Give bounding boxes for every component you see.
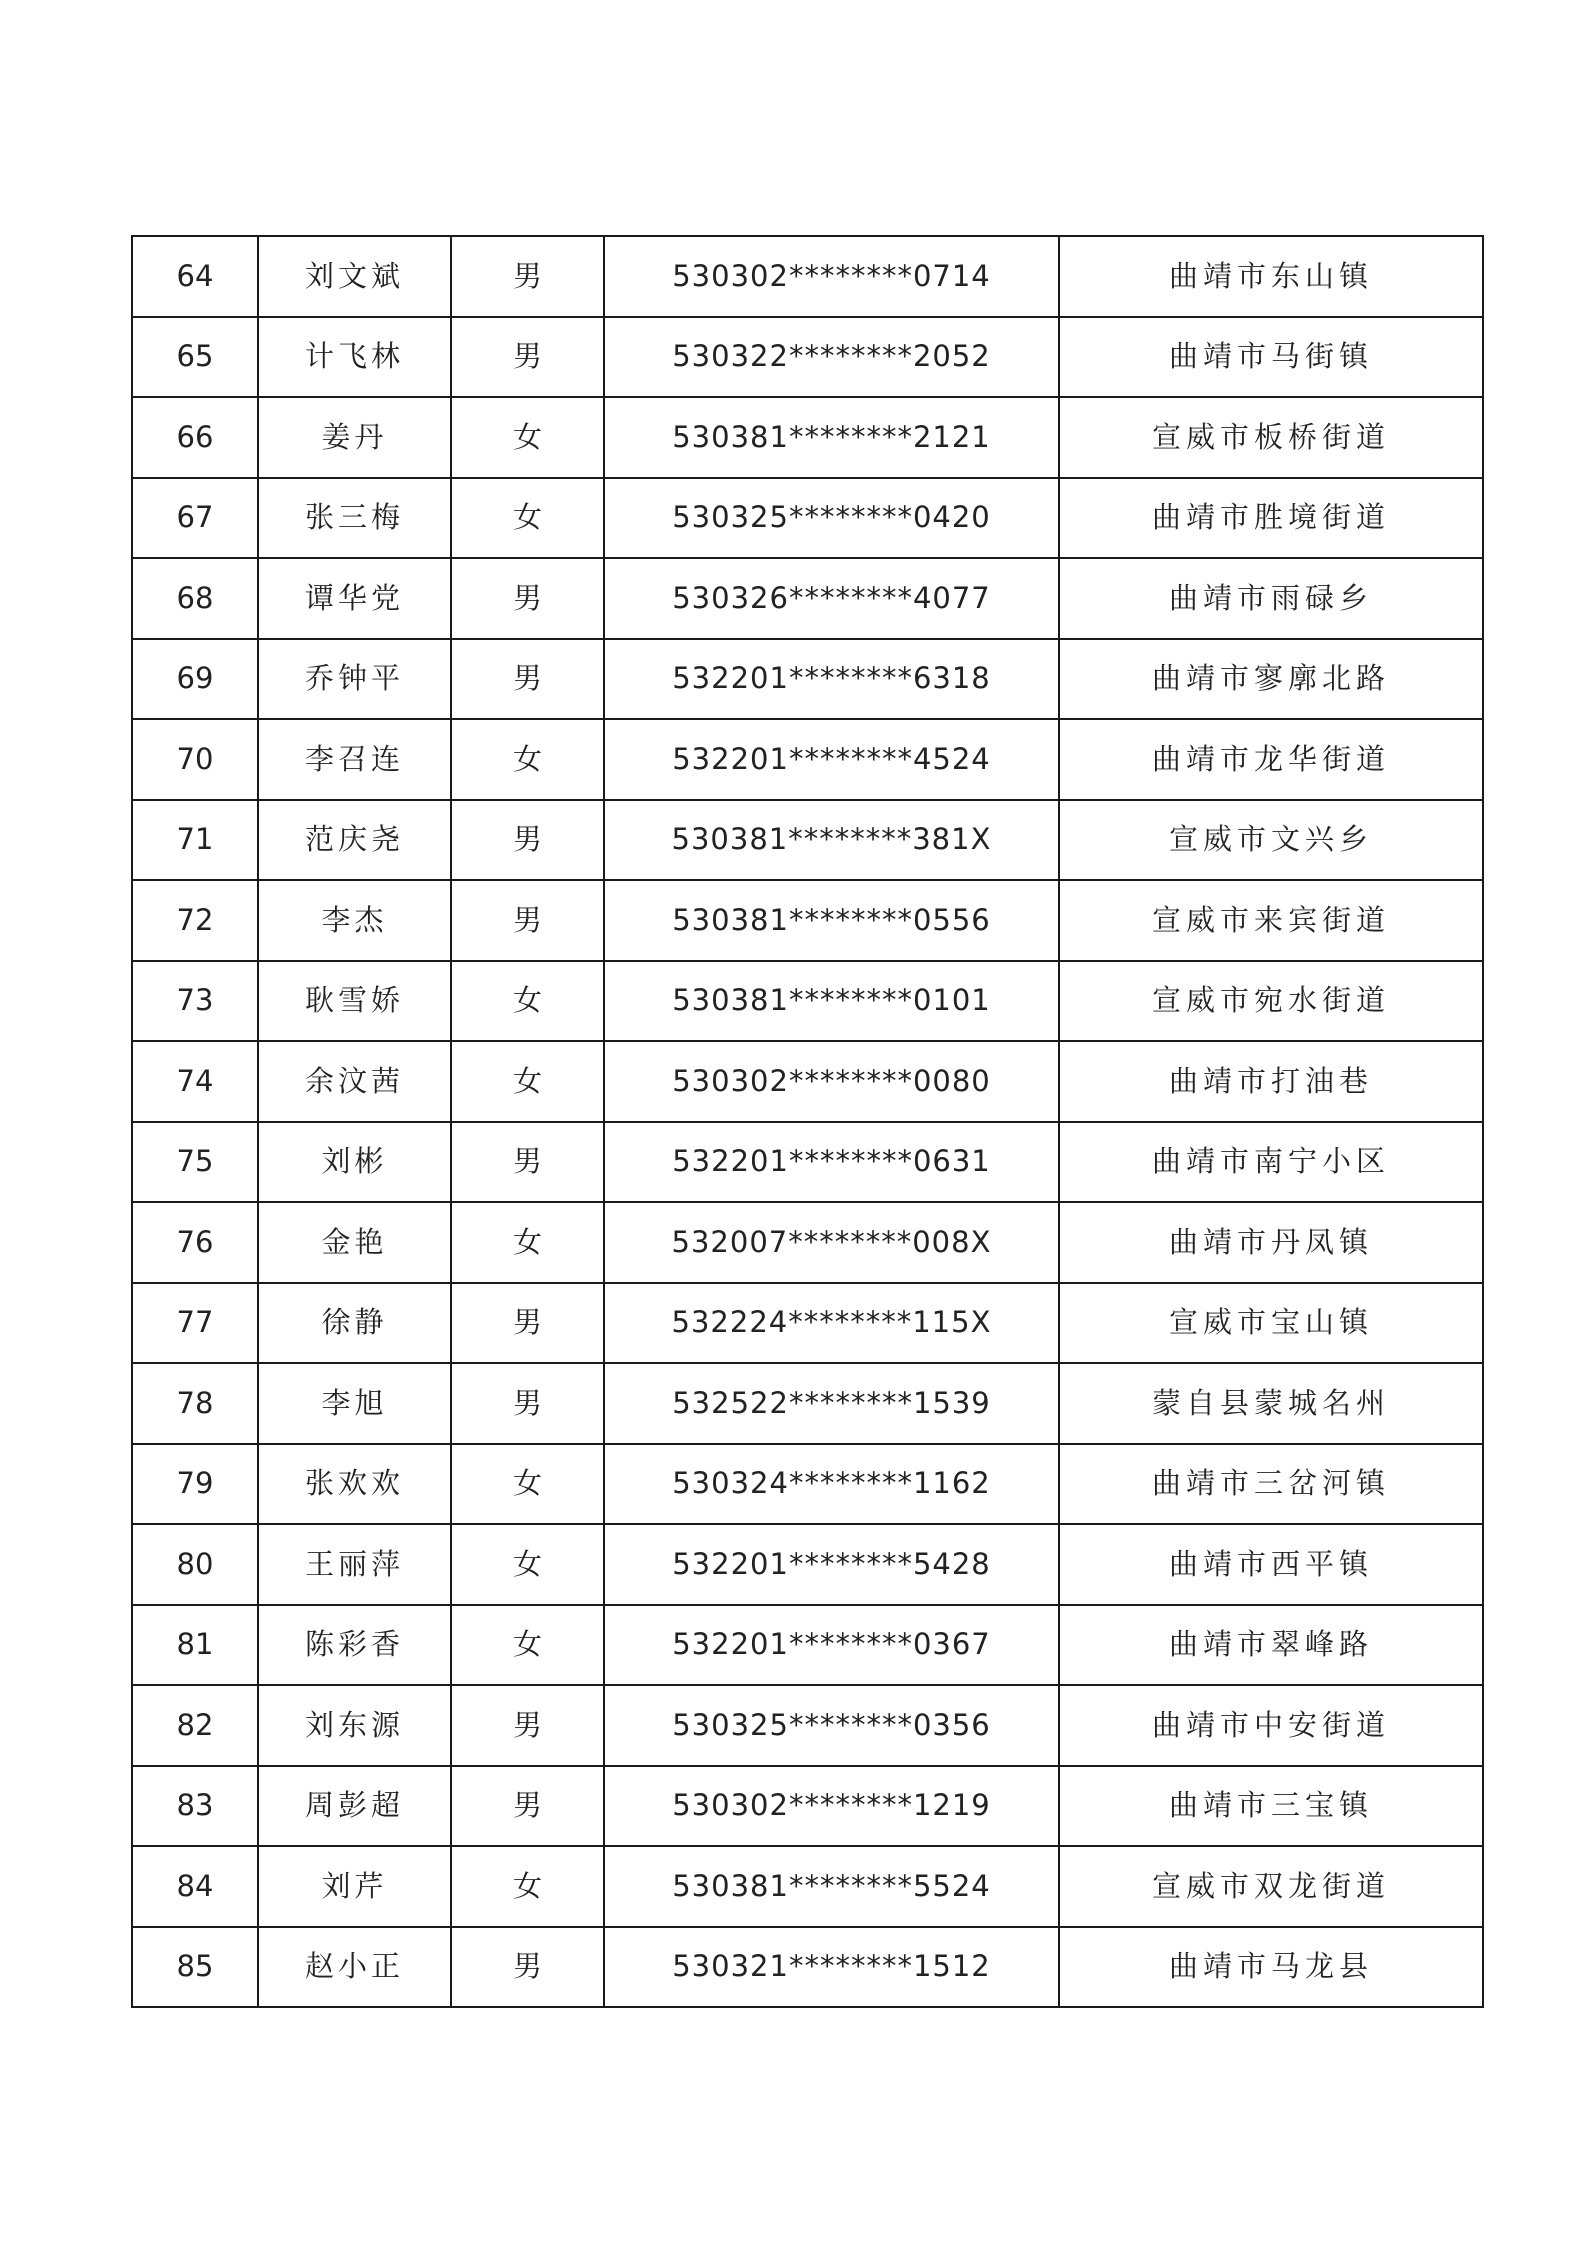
gender-cell: 男 [451,1122,604,1203]
row-number-cell: 74 [132,1041,258,1122]
name-cell: 李召连 [258,719,451,800]
table-row [132,1927,1483,2008]
address-cell: 宣威市板桥街道 [1059,397,1483,478]
address-cell: 曲靖市翠峰路 [1059,1605,1483,1686]
address-cell: 宣威市双龙街道 [1059,1846,1483,1927]
row-number-cell: 85 [132,1927,258,2008]
id-number-cell: 530381********0101 [604,961,1059,1042]
name-cell: 张欢欢 [258,1444,451,1525]
gender-cell: 男 [451,558,604,639]
table-row [132,558,1483,639]
address-cell: 曲靖市中安街道 [1059,1685,1483,1766]
gender-cell: 女 [451,1202,604,1283]
row-number-cell: 76 [132,1202,258,1283]
id-number-cell: 530322********2052 [604,317,1059,398]
table-row [132,1122,1483,1203]
gender-cell: 男 [451,1363,604,1444]
address-cell: 宣威市宛水街道 [1059,961,1483,1042]
id-number-cell: 530302********0080 [604,1041,1059,1122]
table-row [132,1766,1483,1847]
name-cell: 陈彩香 [258,1605,451,1686]
row-number-cell: 72 [132,880,258,961]
id-number-cell: 530302********0714 [604,236,1059,317]
id-number-cell: 532224********115X [604,1283,1059,1364]
roster-table-body [132,236,1483,2007]
row-number-cell: 66 [132,397,258,478]
name-cell: 计飞林 [258,317,451,398]
row-number-cell: 75 [132,1122,258,1203]
id-number-cell: 532522********1539 [604,1363,1059,1444]
gender-cell: 男 [451,880,604,961]
id-number-cell: 532007********008X [604,1202,1059,1283]
roster-table [131,235,1484,2008]
table-row [132,478,1483,559]
gender-cell: 男 [451,800,604,881]
row-number-cell: 70 [132,719,258,800]
id-number-cell: 530325********0356 [604,1685,1059,1766]
row-number-cell: 65 [132,317,258,398]
id-number-cell: 530381********2121 [604,397,1059,478]
gender-cell: 男 [451,1283,604,1364]
row-number-cell: 77 [132,1283,258,1364]
name-cell: 刘芹 [258,1846,451,1927]
id-number-cell: 532201********0631 [604,1122,1059,1203]
row-number-cell: 84 [132,1846,258,1927]
table-row [132,639,1483,720]
name-cell: 李旭 [258,1363,451,1444]
name-cell: 余汶茜 [258,1041,451,1122]
row-number-cell: 73 [132,961,258,1042]
id-number-cell: 530381********5524 [604,1846,1059,1927]
name-cell: 金艳 [258,1202,451,1283]
gender-cell: 男 [451,1766,604,1847]
id-number-cell: 532201********0367 [604,1605,1059,1686]
address-cell: 曲靖市马龙县 [1059,1927,1483,2008]
name-cell: 耿雪娇 [258,961,451,1042]
row-number-cell: 79 [132,1444,258,1525]
table-row [132,1444,1483,1525]
address-cell: 曲靖市南宁小区 [1059,1122,1483,1203]
address-cell: 曲靖市胜境街道 [1059,478,1483,559]
table-row [132,800,1483,881]
address-cell: 曲靖市雨碌乡 [1059,558,1483,639]
address-cell: 曲靖市东山镇 [1059,236,1483,317]
gender-cell: 女 [451,397,604,478]
address-cell: 宣威市宝山镇 [1059,1283,1483,1364]
name-cell: 王丽萍 [258,1524,451,1605]
id-number-cell: 530302********1219 [604,1766,1059,1847]
table-row [132,397,1483,478]
id-number-cell: 532201********4524 [604,719,1059,800]
table-row [132,236,1483,317]
table-row [132,1363,1483,1444]
gender-cell: 女 [451,719,604,800]
table-row [132,961,1483,1042]
address-cell: 蒙自县蒙城名州 [1059,1363,1483,1444]
id-number-cell: 530325********0420 [604,478,1059,559]
table-row [132,1605,1483,1686]
name-cell: 刘东源 [258,1685,451,1766]
gender-cell: 女 [451,1444,604,1525]
address-cell: 曲靖市寥廓北路 [1059,639,1483,720]
table-row [132,1524,1483,1605]
gender-cell: 男 [451,1685,604,1766]
address-cell: 曲靖市龙华街道 [1059,719,1483,800]
id-number-cell: 532201********5428 [604,1524,1059,1605]
id-number-cell: 530324********1162 [604,1444,1059,1525]
id-number-cell: 530321********1512 [604,1927,1059,2008]
table-row [132,719,1483,800]
name-cell: 赵小正 [258,1927,451,2008]
table-row [132,1202,1483,1283]
row-number-cell: 64 [132,236,258,317]
table-row [132,1685,1483,1766]
name-cell: 谭华党 [258,558,451,639]
gender-cell: 女 [451,1846,604,1927]
address-cell: 曲靖市西平镇 [1059,1524,1483,1605]
row-number-cell: 69 [132,639,258,720]
name-cell: 姜丹 [258,397,451,478]
row-number-cell: 82 [132,1685,258,1766]
row-number-cell: 71 [132,800,258,881]
name-cell: 刘彬 [258,1122,451,1203]
table-row [132,1283,1483,1364]
gender-cell: 女 [451,478,604,559]
table-row [132,317,1483,398]
table-row [132,1041,1483,1122]
gender-cell: 女 [451,1524,604,1605]
gender-cell: 男 [451,236,604,317]
name-cell: 张三梅 [258,478,451,559]
id-number-cell: 530381********381X [604,800,1059,881]
gender-cell: 女 [451,1605,604,1686]
address-cell: 曲靖市三岔河镇 [1059,1444,1483,1525]
row-number-cell: 67 [132,478,258,559]
row-number-cell: 68 [132,558,258,639]
name-cell: 徐静 [258,1283,451,1364]
row-number-cell: 83 [132,1766,258,1847]
address-cell: 曲靖市三宝镇 [1059,1766,1483,1847]
address-cell: 曲靖市马街镇 [1059,317,1483,398]
name-cell: 李杰 [258,880,451,961]
table-row [132,880,1483,961]
row-number-cell: 80 [132,1524,258,1605]
gender-cell: 女 [451,961,604,1042]
address-cell: 曲靖市打油巷 [1059,1041,1483,1122]
gender-cell: 男 [451,1927,604,2008]
gender-cell: 男 [451,317,604,398]
row-number-cell: 78 [132,1363,258,1444]
name-cell: 范庆尧 [258,800,451,881]
name-cell: 刘文斌 [258,236,451,317]
address-cell: 宣威市来宾街道 [1059,880,1483,961]
table-row [132,1846,1483,1927]
name-cell: 周彭超 [258,1766,451,1847]
gender-cell: 男 [451,639,604,720]
id-number-cell: 530381********0556 [604,880,1059,961]
gender-cell: 女 [451,1041,604,1122]
id-number-cell: 532201********6318 [604,639,1059,720]
name-cell: 乔钟平 [258,639,451,720]
row-number-cell: 81 [132,1605,258,1686]
address-cell: 宣威市文兴乡 [1059,800,1483,881]
address-cell: 曲靖市丹凤镇 [1059,1202,1483,1283]
id-number-cell: 530326********4077 [604,558,1059,639]
